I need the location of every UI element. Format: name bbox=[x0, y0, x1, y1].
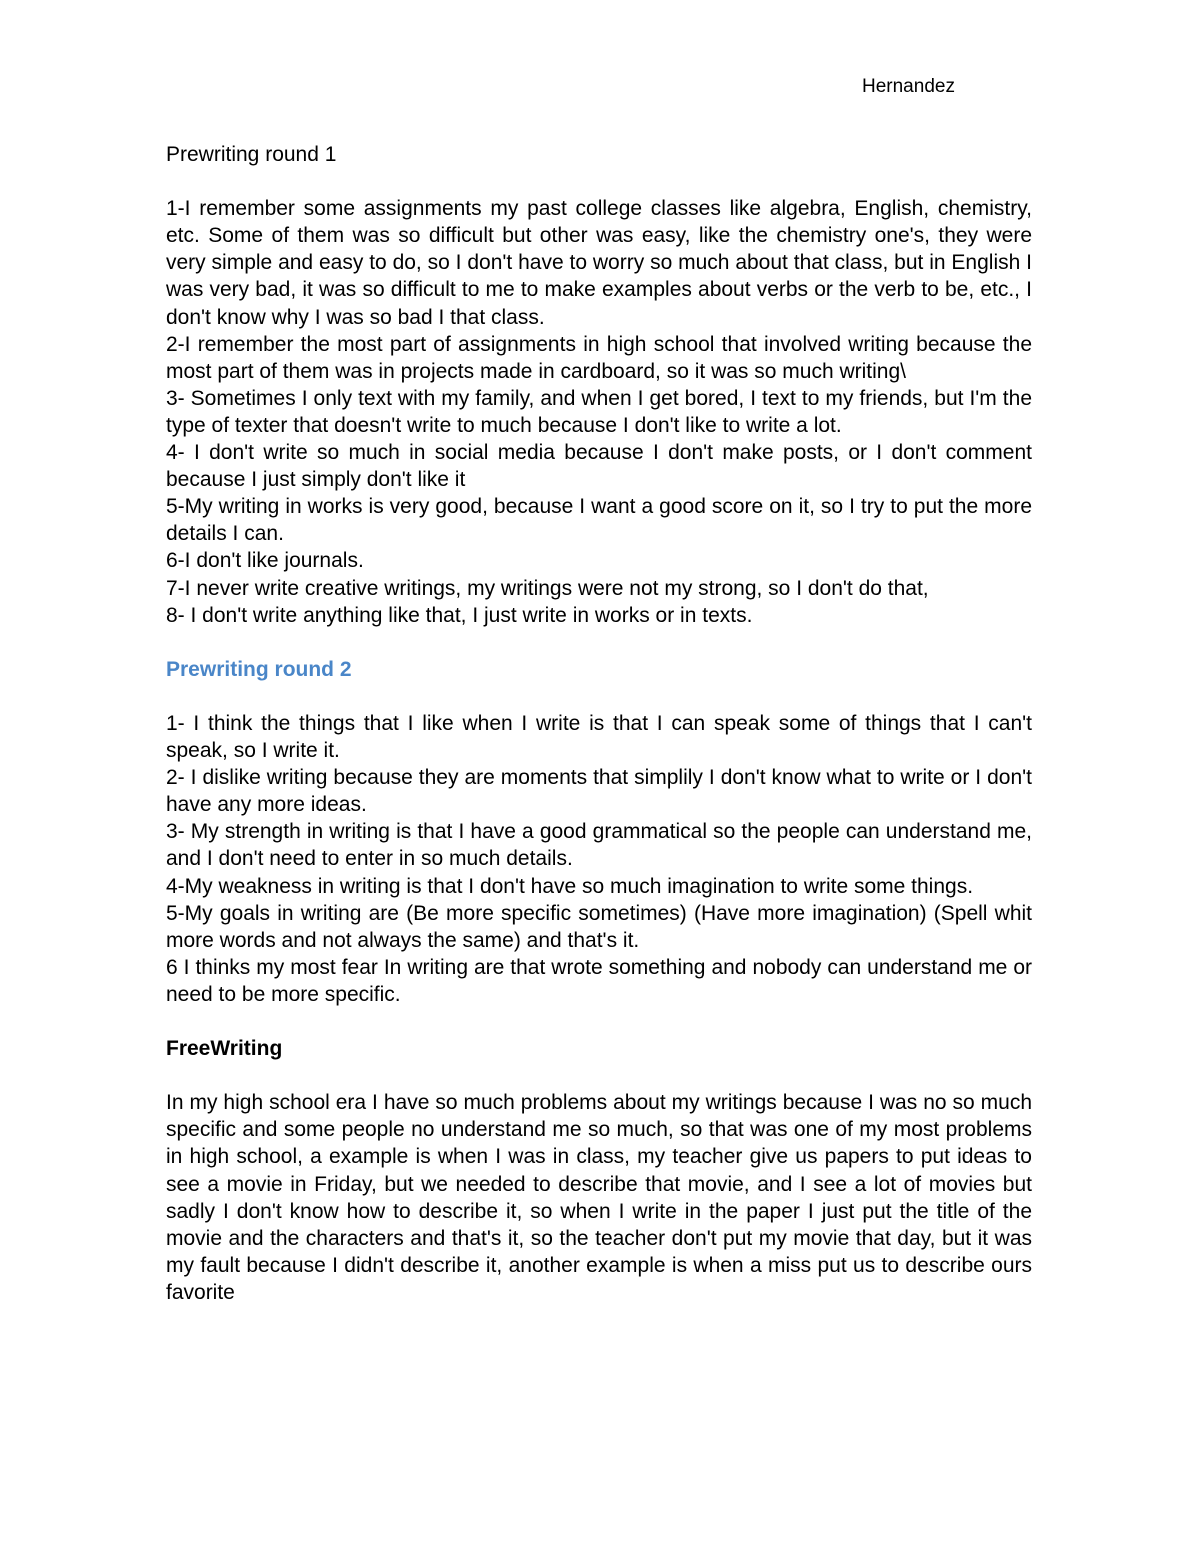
freewriting-paragraph: In my high school era I have so much problems about my writings because I was no so much specific and some people no understand me so much, so that was one of my most problems in high school, a example is when I was in class, my teacher give us papers to put ideas to see a movie in Friday, but we needed to describe that movie, and I see a lot of movies but sadly I don't know how to describe it, so when I write in the paper I just put the title of the movie and the characters and that's it, so the teacher don't put my movie that day, but it was my fault because I didn't describe it, another example is when a miss put us to describe ours favorite bbox=[166, 1091, 1032, 1304]
round-2-item: 1- I think the things that I like when I write is that I can speak some of things that I can't speak, so I write it. bbox=[166, 711, 1032, 763]
round-1-item: 2-I remember the most part of assignments in high school that involved writing because the most part of them was in projects made in cardboard, so it was so much writing\ bbox=[166, 332, 1032, 383]
round-1-item: 4- I don't write so much in social media because I don't make posts, or I don't comment because I just simply don't like it bbox=[166, 441, 1032, 492]
round-1-item: 8- I don't write anything like that, I just write in works or in texts. bbox=[166, 603, 753, 627]
round-1-item: 7-I never write creative writings, my writings were not my strong, so I don't do that, bbox=[166, 576, 929, 600]
prewriting-round-2-heading: Prewriting round 2 bbox=[166, 657, 352, 681]
round-2-item: 2- I dislike writing because they are moments that simplily I don't know what to write or I don't have any more ideas. bbox=[166, 766, 1032, 817]
blank-line bbox=[166, 1008, 1032, 1035]
round-2-item: 4-My weakness in writing is that I don't have so much imagination to write some things. bbox=[166, 874, 974, 898]
blank-line bbox=[166, 168, 1032, 195]
blank-line bbox=[166, 683, 1032, 710]
round-2-item: 5-My goals in writing are (Be more specific sometimes) (Have more imagination) (Spell whit more words and not always the same) and that's it. bbox=[166, 901, 1032, 952]
blank-line bbox=[166, 629, 1032, 656]
prewriting-round-1-heading: Prewriting round 1 bbox=[166, 143, 337, 166]
round-1-item: 1-I remember some assignments my past college classes like algebra, English, chemistry, etc. Some of them was so difficult but other was easy, like the chemistry one's, they were very simple and easy to do, so I don't have to worry so much about that class, but in English I was very bad, it was so difficult to me to make examples about verbs or the verb to be, etc., I don't know why I was so bad I that class. bbox=[166, 197, 1032, 329]
round-1-item: 5-My writing in works is very good, because I want a good score on it, so I try to put the more details I can. bbox=[166, 495, 1032, 546]
document-body bbox=[166, 141, 1032, 1306]
blank-line bbox=[166, 1062, 1032, 1089]
round-2-item: 6 I thinks my most fear In writing are that wrote something and nobody can understand me or need to be more specific. bbox=[166, 955, 1032, 1006]
round-2-item: 3- My strength in writing is that I have a good grammatical so the people can understand me, and I don't need to enter in so much details. bbox=[166, 820, 1032, 871]
round-1-item: 6-I don't like journals. bbox=[166, 549, 364, 573]
freewriting-heading: FreeWriting bbox=[166, 1037, 283, 1061]
round-1-item: 3- Sometimes I only text with my family, and when I get bored, I text to my friends, but I'm the type of texter that doesn't write to much because I don't like to write a lot. bbox=[166, 386, 1032, 437]
header-author-name: Hernandez bbox=[862, 76, 955, 97]
